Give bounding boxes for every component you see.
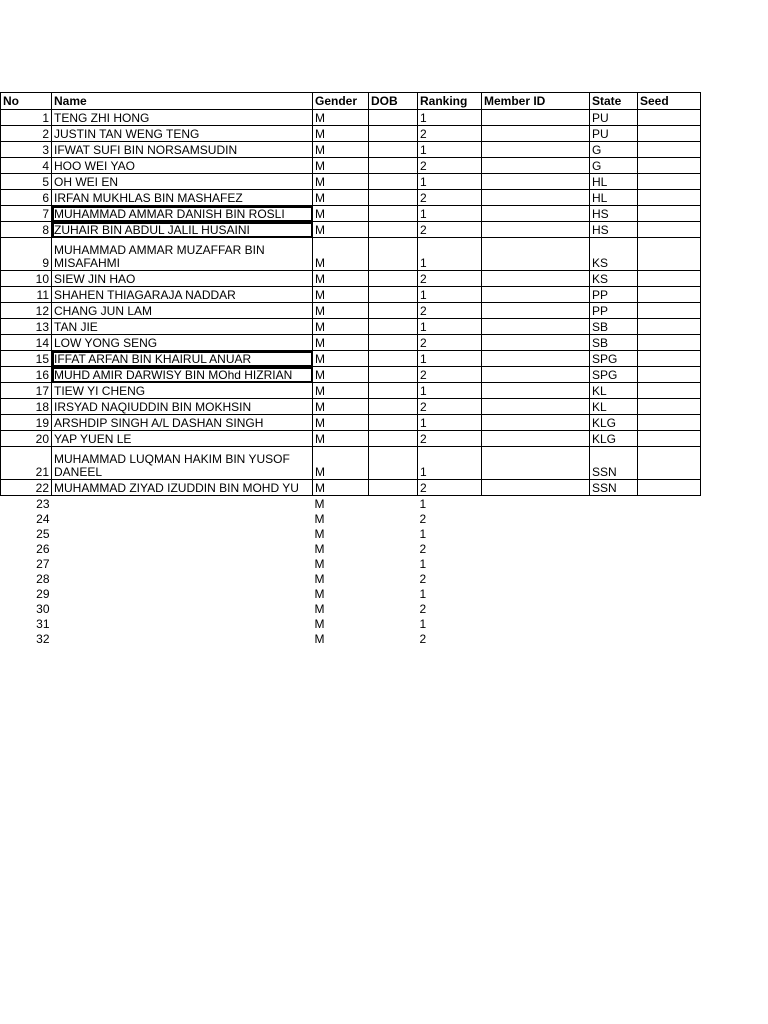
state-cell: [590, 601, 638, 616]
table-row: [1, 571, 701, 586]
state-cell: HS: [590, 206, 638, 222]
name-cell: [52, 631, 313, 646]
ranking-cell: 2: [418, 271, 482, 287]
seed-cell: [638, 415, 701, 431]
seed-cell: [638, 526, 701, 541]
state-cell: HS: [590, 222, 638, 238]
member-id-cell: [482, 238, 590, 271]
ranking-cell: 2: [418, 367, 482, 383]
state-cell: [590, 556, 638, 571]
table-row: [1, 631, 701, 646]
member-id-cell: [482, 287, 590, 303]
name-cell: IRSYAD NAQIUDDIN BIN MOKHSIN: [52, 399, 313, 415]
row-number-cell: 16: [1, 367, 52, 383]
dob-cell: [369, 303, 418, 319]
ranking-cell: 1: [418, 238, 482, 271]
member-id-cell: [482, 616, 590, 631]
member-id-cell: [482, 556, 590, 571]
name-cell: [52, 556, 313, 571]
state-cell: SB: [590, 335, 638, 351]
state-cell: [590, 571, 638, 586]
row-number-cell: 13: [1, 319, 52, 335]
ranking-cell: 1: [419, 497, 427, 511]
gender-cell: M: [313, 222, 369, 238]
dob-cell: [369, 222, 418, 238]
row-number-cell: 27: [36, 557, 50, 571]
row-number-cell: 15: [1, 351, 52, 367]
state-cell: KLG: [590, 415, 638, 431]
member-id-cell: [482, 415, 590, 431]
state-cell: SPG: [590, 367, 638, 383]
gender-cell: M: [313, 142, 369, 158]
row-number-cell: 26: [36, 542, 50, 556]
gender-cell: M: [313, 447, 369, 480]
state-cell: [590, 511, 638, 526]
seed-cell: [638, 126, 701, 142]
ranking-cell: 2: [418, 480, 482, 496]
table-row: [1, 480, 701, 496]
gender-cell: M: [314, 602, 325, 616]
dob-cell: [369, 206, 418, 222]
table-row: [1, 415, 701, 431]
state-cell: [590, 586, 638, 601]
gender-cell: M: [313, 480, 369, 496]
dob-cell: [369, 511, 418, 526]
row-number-cell: 12: [1, 303, 52, 319]
row-number-cell: 30: [36, 602, 50, 616]
dob-cell: [369, 415, 418, 431]
gender-cell: M: [313, 367, 369, 383]
dob-cell: [369, 556, 418, 571]
state-cell: PU: [590, 126, 638, 142]
ranking-cell: 1: [418, 351, 482, 367]
gender-cell: M: [314, 572, 325, 586]
state-cell: G: [590, 158, 638, 174]
dob-cell: [369, 110, 418, 126]
name-cell: [52, 601, 313, 616]
state-cell: KS: [590, 238, 638, 271]
ranking-cell: 1: [418, 287, 482, 303]
seed-cell: [638, 222, 701, 238]
seed-cell: [638, 142, 701, 158]
header-state: State: [590, 93, 638, 110]
member-id-cell: [482, 335, 590, 351]
ranking-cell: 1: [418, 447, 482, 480]
ranking-cell: 2: [418, 126, 482, 142]
header-seed: Seed: [638, 93, 701, 110]
gender-cell: M: [313, 319, 369, 335]
dob-cell: [369, 238, 418, 271]
name-cell: IFWAT SUFI BIN NORSAMSUDIN: [52, 142, 313, 158]
gender-cell: M: [314, 542, 325, 556]
seed-cell: [638, 541, 701, 556]
row-number-cell: 19: [1, 415, 52, 431]
gender-cell: M: [313, 158, 369, 174]
dob-cell: [369, 383, 418, 399]
state-cell: [590, 496, 638, 512]
table-row: [1, 271, 701, 287]
member-id-cell: [482, 351, 590, 367]
member-id-cell: [482, 303, 590, 319]
member-id-cell: [482, 586, 590, 601]
gender-cell: M: [314, 512, 325, 526]
player-registration-table: [0, 92, 701, 646]
ranking-cell: 2: [418, 399, 482, 415]
seed-cell: [638, 206, 701, 222]
dob-cell: [369, 367, 418, 383]
state-cell: PP: [590, 287, 638, 303]
name-cell: ZUHAIR BIN ABDUL JALIL HUSAINI: [52, 222, 313, 238]
ranking-cell: 2: [418, 158, 482, 174]
table-row: [1, 319, 701, 335]
gender-cell: M: [314, 497, 325, 511]
dob-cell: [369, 335, 418, 351]
seed-cell: [638, 158, 701, 174]
table-row: [1, 541, 701, 556]
gender-cell: M: [313, 335, 369, 351]
member-id-cell: [482, 126, 590, 142]
seed-cell: [638, 631, 701, 646]
seed-cell: [638, 174, 701, 190]
seed-cell: [638, 586, 701, 601]
seed-cell: [638, 238, 701, 271]
row-number-cell: 8: [1, 222, 52, 238]
row-number-cell: 3: [1, 142, 52, 158]
member-id-cell: [482, 222, 590, 238]
table-row: [1, 126, 701, 142]
table-row: [1, 616, 701, 631]
state-cell: PU: [590, 110, 638, 126]
seed-cell: [638, 335, 701, 351]
dob-cell: [369, 287, 418, 303]
name-cell: MUHAMMAD LUQMAN HAKIM BIN YUSOF DANEEL: [52, 447, 313, 480]
name-cell: MUHD AMIR DARWISY BIN MOhd HIZRIAN: [52, 367, 313, 383]
dob-cell: [369, 447, 418, 480]
dob-cell: [369, 174, 418, 190]
name-cell: [52, 586, 313, 601]
dob-cell: [369, 541, 418, 556]
header-gender: Gender: [313, 93, 369, 110]
name-cell: MUHAMMAD AMMAR MUZAFFAR BIN MISAFAHMI: [52, 238, 313, 271]
name-cell: TAN JIE: [52, 319, 313, 335]
seed-cell: [638, 383, 701, 399]
row-number-cell: 23: [36, 497, 50, 511]
gender-cell: M: [313, 206, 369, 222]
dob-cell: [369, 351, 418, 367]
seed-cell: [638, 319, 701, 335]
header-no: No: [1, 93, 52, 110]
row-number-cell: 11: [1, 287, 52, 303]
gender-cell: M: [313, 110, 369, 126]
dob-cell: [369, 496, 418, 512]
row-number-cell: 25: [36, 527, 50, 541]
dob-cell: [369, 158, 418, 174]
name-cell: [52, 571, 313, 586]
name-cell: [52, 541, 313, 556]
state-cell: [590, 541, 638, 556]
row-number-cell: 24: [36, 512, 50, 526]
gender-cell: M: [313, 383, 369, 399]
member-id-cell: [482, 511, 590, 526]
member-id-cell: [482, 631, 590, 646]
ranking-cell: 1: [418, 383, 482, 399]
row-number-cell: 5: [1, 174, 52, 190]
table-row: [1, 586, 701, 601]
member-id-cell: [482, 158, 590, 174]
ranking-cell: 1: [418, 110, 482, 126]
seed-cell: [638, 351, 701, 367]
member-id-cell: [482, 110, 590, 126]
table-row: [1, 158, 701, 174]
dob-cell: [369, 190, 418, 206]
header-name: Name: [52, 93, 313, 110]
dob-cell: [369, 431, 418, 447]
member-id-cell: [482, 271, 590, 287]
state-cell: KL: [590, 399, 638, 415]
table-row: [1, 303, 701, 319]
ranking-cell: 1: [419, 587, 427, 601]
table-row: [1, 431, 701, 447]
dob-cell: [369, 319, 418, 335]
gender-cell: M: [313, 174, 369, 190]
gender-cell: M: [313, 238, 369, 271]
member-id-cell: [482, 399, 590, 415]
state-cell: [590, 616, 638, 631]
ranking-cell: 2: [418, 222, 482, 238]
name-cell: ARSHDIP SINGH A/L DASHAN SINGH: [52, 415, 313, 431]
member-id-cell: [482, 480, 590, 496]
row-number-cell: 22: [1, 480, 52, 496]
gender-cell: M: [313, 415, 369, 431]
row-number-cell: 29: [36, 587, 50, 601]
row-number-cell: 9: [1, 238, 52, 271]
state-cell: HL: [590, 174, 638, 190]
member-id-cell: [482, 571, 590, 586]
dob-cell: [369, 526, 418, 541]
name-cell: OH WEI EN: [52, 174, 313, 190]
seed-cell: [638, 271, 701, 287]
ranking-cell: 2: [418, 335, 482, 351]
seed-cell: [638, 399, 701, 415]
state-cell: [590, 631, 638, 646]
state-cell: SSN: [590, 447, 638, 480]
table-row: [1, 496, 701, 512]
name-cell: [52, 511, 313, 526]
seed-cell: [638, 431, 701, 447]
gender-cell: M: [314, 557, 325, 571]
ranking-cell: 1: [418, 319, 482, 335]
table-row: [1, 190, 701, 206]
gender-cell: M: [314, 587, 325, 601]
name-cell: JUSTIN TAN WENG TENG: [52, 126, 313, 142]
row-number-cell: 1: [1, 110, 52, 126]
table-row: [1, 601, 701, 616]
state-cell: [590, 526, 638, 541]
seed-cell: [638, 447, 701, 480]
table-row: [1, 526, 701, 541]
dob-cell: [369, 399, 418, 415]
gender-cell: M: [313, 431, 369, 447]
gender-cell: M: [313, 303, 369, 319]
ranking-cell: 2: [419, 512, 427, 526]
row-number-cell: 14: [1, 335, 52, 351]
table-row: [1, 238, 701, 271]
seed-cell: [638, 190, 701, 206]
name-cell: MUHAMMAD AMMAR DANISH BIN ROSLI: [52, 206, 313, 222]
state-cell: SPG: [590, 351, 638, 367]
ranking-cell: 1: [419, 617, 427, 631]
row-number-cell: 7: [1, 206, 52, 222]
seed-cell: [638, 556, 701, 571]
dob-cell: [369, 586, 418, 601]
table-row: [1, 556, 701, 571]
seed-cell: [638, 287, 701, 303]
seed-cell: [638, 511, 701, 526]
table-row: [1, 335, 701, 351]
row-number-cell: 6: [1, 190, 52, 206]
dob-cell: [369, 271, 418, 287]
dob-cell: [369, 631, 418, 646]
member-id-cell: [482, 383, 590, 399]
name-cell: LOW YONG SENG: [52, 335, 313, 351]
member-id-cell: [482, 447, 590, 480]
table-row: [1, 447, 701, 480]
header-ranking: Ranking: [418, 93, 482, 110]
name-cell: HOO WEI YAO: [52, 158, 313, 174]
row-number-cell: 4: [1, 158, 52, 174]
name-cell: SHAHEN THIAGARAJA NADDAR: [52, 287, 313, 303]
table-row: [1, 351, 701, 367]
ranking-cell: 1: [418, 206, 482, 222]
seed-cell: [638, 367, 701, 383]
dob-cell: [369, 126, 418, 142]
dob-cell: [369, 616, 418, 631]
dob-cell: [369, 142, 418, 158]
row-number-cell: 21: [1, 447, 52, 480]
name-cell: YAP YUEN LE: [52, 431, 313, 447]
header-dob: DOB: [369, 93, 418, 110]
member-id-cell: [482, 601, 590, 616]
state-cell: HL: [590, 190, 638, 206]
table-row: [1, 206, 701, 222]
member-id-cell: [482, 206, 590, 222]
table-row: [1, 367, 701, 383]
gender-cell: M: [313, 126, 369, 142]
table-row: [1, 399, 701, 415]
seed-cell: [638, 110, 701, 126]
ranking-cell: 1: [419, 557, 427, 571]
row-number-cell: 32: [36, 632, 50, 646]
table-row: [1, 222, 701, 238]
gender-cell: M: [313, 399, 369, 415]
table-row: [1, 511, 701, 526]
name-cell: IRFAN MUKHLAS BIN MASHAFEZ: [52, 190, 313, 206]
gender-cell: M: [313, 287, 369, 303]
ranking-cell: 2: [418, 190, 482, 206]
member-id-cell: [482, 526, 590, 541]
ranking-cell: 1: [418, 142, 482, 158]
seed-cell: [638, 303, 701, 319]
header-row: [1, 93, 701, 110]
name-cell: [52, 616, 313, 631]
table-row: [1, 287, 701, 303]
seed-cell: [638, 601, 701, 616]
gender-cell: M: [313, 271, 369, 287]
member-id-cell: [482, 541, 590, 556]
name-cell: SIEW JIN HAO: [52, 271, 313, 287]
member-id-cell: [482, 190, 590, 206]
member-id-cell: [482, 496, 590, 512]
row-number-cell: 2: [1, 126, 52, 142]
ranking-cell: 1: [418, 415, 482, 431]
row-number-cell: 31: [36, 617, 50, 631]
member-id-cell: [482, 174, 590, 190]
name-cell: IFFAT ARFAN BIN KHAIRUL ANUAR: [52, 351, 313, 367]
name-cell: [52, 526, 313, 541]
table-row: [1, 110, 701, 126]
header-member-id: Member ID: [482, 93, 590, 110]
member-id-cell: [482, 367, 590, 383]
state-cell: KLG: [590, 431, 638, 447]
state-cell: G: [590, 142, 638, 158]
dob-cell: [369, 571, 418, 586]
ranking-cell: 1: [418, 174, 482, 190]
ranking-cell: 2: [419, 542, 427, 556]
ranking-cell: 2: [418, 303, 482, 319]
table-row: [1, 383, 701, 399]
state-cell: KS: [590, 271, 638, 287]
member-id-cell: [482, 142, 590, 158]
ranking-cell: 2: [419, 602, 427, 616]
ranking-cell: 1: [419, 527, 427, 541]
row-number-cell: 10: [1, 271, 52, 287]
seed-cell: [638, 571, 701, 586]
row-number-cell: 20: [1, 431, 52, 447]
name-cell: TIEW YI CHENG: [52, 383, 313, 399]
name-cell: [52, 496, 313, 512]
gender-cell: M: [314, 527, 325, 541]
gender-cell: M: [313, 351, 369, 367]
gender-cell: M: [314, 617, 325, 631]
table-row: [1, 174, 701, 190]
row-number-cell: 17: [1, 383, 52, 399]
state-cell: SSN: [590, 480, 638, 496]
name-cell: CHANG JUN LAM: [52, 303, 313, 319]
name-cell: TENG ZHI HONG: [52, 110, 313, 126]
seed-cell: [638, 480, 701, 496]
seed-cell: [638, 496, 701, 512]
state-cell: SB: [590, 319, 638, 335]
ranking-cell: 2: [419, 572, 427, 586]
member-id-cell: [482, 431, 590, 447]
row-number-cell: 18: [1, 399, 52, 415]
state-cell: PP: [590, 303, 638, 319]
member-id-cell: [482, 319, 590, 335]
name-cell: MUHAMMAD ZIYAD IZUDDIN BIN MOHD YU: [52, 480, 313, 496]
seed-cell: [638, 616, 701, 631]
gender-cell: M: [313, 190, 369, 206]
gender-cell: M: [314, 632, 325, 646]
ranking-cell: 2: [418, 431, 482, 447]
state-cell: KL: [590, 383, 638, 399]
dob-cell: [369, 480, 418, 496]
dob-cell: [369, 601, 418, 616]
row-number-cell: 28: [36, 572, 50, 586]
table-row: [1, 142, 701, 158]
ranking-cell: 2: [419, 632, 427, 646]
